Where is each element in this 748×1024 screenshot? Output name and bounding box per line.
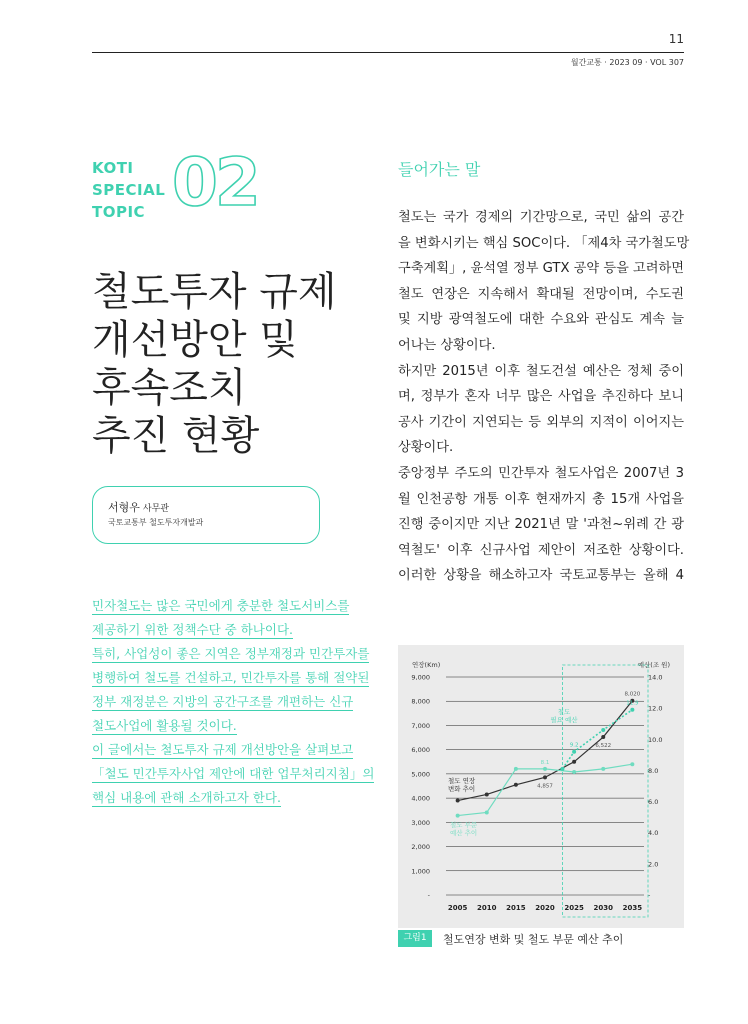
lead-line xyxy=(92,762,377,786)
y-left-tick-label: 7,000 xyxy=(411,721,430,730)
body-line: 철도 연장은 지속해서 확대될 전망이며, 수도권 xyxy=(398,286,684,302)
lead-line-text: 핵심 내용에 관해 소개하고자 한다. xyxy=(92,790,281,805)
lead-line xyxy=(92,594,377,618)
data-label: 6,522 xyxy=(595,743,612,750)
lead-line-text: 정부 재정분은 지방의 공간구조를 개편하는 신규 xyxy=(92,694,354,709)
lead-line xyxy=(92,714,377,738)
article-title xyxy=(92,268,392,460)
body-line: 어나는 상황이다. xyxy=(398,337,496,353)
y-left-axis-label: 연장(Km) xyxy=(412,661,441,669)
data-point xyxy=(543,767,547,771)
author-role: 사무관 xyxy=(142,504,169,514)
data-point xyxy=(543,775,547,779)
data-point xyxy=(572,770,576,774)
body-line: 월 인천공항 개통 이후 현재까지 총 15개 사업을 xyxy=(398,491,684,507)
y-right-tick-label: - xyxy=(648,891,651,900)
y-right-tick-label: 6.0 xyxy=(648,798,659,807)
lead-paragraph xyxy=(92,594,377,810)
body-line: 며, 정부가 혼자 너무 많은 사업을 추진하다 보니 xyxy=(398,389,684,405)
data-point xyxy=(485,792,489,796)
lead-line-text: 민자철도는 많은 국민에게 충분한 철도서비스를 xyxy=(92,598,350,613)
x-tick-label: 2020 xyxy=(535,904,555,912)
header-rule xyxy=(92,52,684,53)
x-tick-label: 2005 xyxy=(447,904,468,912)
lead-line xyxy=(92,618,377,642)
title-line: 철도투자 규제 xyxy=(92,269,337,315)
author-department: 국토교통부 철도투자개발과 xyxy=(108,518,204,527)
y-right-tick-label: 8.0 xyxy=(648,766,659,775)
data-label: 11.9 xyxy=(626,700,639,707)
section-label-line: TOPIC xyxy=(92,203,146,221)
body-line: 역철도' 이후 신규사업 제안이 저조한 상황이다. xyxy=(398,542,684,558)
data-label: 4,857 xyxy=(537,783,553,790)
body-line: 상황이다. xyxy=(398,440,454,456)
title-line: 추진 현황 xyxy=(92,413,260,459)
data-point xyxy=(572,760,576,764)
section-label xyxy=(92,157,165,223)
series-name: 철도 연장 xyxy=(448,777,476,785)
lead-line-text: 이 글에서는 철도투자 규제 개선방안을 살펴보고 xyxy=(92,742,354,757)
section-label-line: SPECIAL xyxy=(92,181,166,199)
lead-line xyxy=(92,666,377,690)
data-point xyxy=(601,735,605,739)
y-left-tick-label: 1,000 xyxy=(411,867,430,876)
series-name: 변화 추이 xyxy=(448,785,476,793)
body-line: 하지만 2015년 이후 철도건설 예산은 정체 중이 xyxy=(398,363,684,379)
data-point xyxy=(456,799,460,803)
x-tick-label: 2025 xyxy=(564,904,584,912)
figure-chart xyxy=(398,645,684,928)
x-tick-label: 2010 xyxy=(477,904,497,912)
figure-caption: 철도연장 변화 및 철도 부문 예산 추이 xyxy=(443,933,624,946)
x-tick-label: 2015 xyxy=(506,904,526,912)
series-name: 필요 예산 xyxy=(550,716,578,724)
y-left-tick-label: 8,000 xyxy=(411,697,430,706)
data-point xyxy=(601,728,605,732)
body-line: 이러한 상황을 해소하고자 국토교통부는 올해 4 xyxy=(398,568,684,584)
body-line: 구축계획」, 윤석열 정부 GTX 공약 등을 고려하면 xyxy=(398,261,684,277)
series-name: 철도 xyxy=(557,708,571,716)
journal-info: 월간교통 · 2023 09 · VOL 307 xyxy=(570,58,684,67)
data-point xyxy=(560,767,564,771)
series-name: 예산 추이 xyxy=(450,829,478,837)
data-point xyxy=(630,762,634,766)
section-heading: 들어가는 말 xyxy=(398,160,481,179)
y-left-tick-label: 5,000 xyxy=(411,770,430,779)
y-left-tick-label: 9,000 xyxy=(411,673,430,682)
author xyxy=(108,499,169,515)
data-point xyxy=(572,750,576,754)
y-left-tick-label: 4,000 xyxy=(411,794,430,803)
data-label: 8,020 xyxy=(624,691,641,698)
author-box xyxy=(92,486,320,544)
body-line: 및 지방 광역철도에 대한 수요와 관심도 계속 늘 xyxy=(398,312,684,328)
data-label: 9.2 xyxy=(569,742,579,749)
x-tick-label: 2035 xyxy=(622,904,643,912)
title-line: 개선방안 및 xyxy=(92,317,298,363)
y-left-tick-label: 2,000 xyxy=(411,843,430,852)
lead-line-text: 특히, 사업성이 좋은 지역은 정부재정과 민간투자를 xyxy=(92,646,370,661)
y-right-tick-label: 12.0 xyxy=(648,704,663,713)
figure-label: 그림1 xyxy=(398,930,432,947)
data-point xyxy=(630,708,634,712)
y-right-tick-label: 2.0 xyxy=(648,860,659,869)
section-number: 02 xyxy=(172,144,258,221)
body-line: 공사 기간이 지연되는 등 외부의 지적이 이어지는 xyxy=(398,414,684,430)
data-point xyxy=(514,767,518,771)
y-left-tick-label: 6,000 xyxy=(411,746,430,755)
y-right-axis-label: 예산(조 원) xyxy=(637,661,670,669)
y-right-tick-label: 4.0 xyxy=(648,829,659,838)
lead-line-text: 병행하여 철도를 건설하고, 민간투자를 통해 절약된 xyxy=(92,670,370,685)
chart-svg xyxy=(398,645,684,928)
lead-line-text: 「철도 민간투자사업 제안에 대한 업무처리지침」의 xyxy=(92,766,375,781)
body-line: 철도는 국가 경제의 기간망으로, 국민 삶의 공간 xyxy=(398,210,684,225)
x-tick-label: 2030 xyxy=(593,904,613,912)
data-point xyxy=(601,767,605,771)
body-text xyxy=(398,205,690,589)
lead-line xyxy=(92,642,377,666)
lead-line-text: 철도사업에 활용될 것이다. xyxy=(92,718,237,733)
series-name: 철도 부문 xyxy=(450,821,478,829)
data-point xyxy=(485,810,489,814)
body-line: 진행 중이지만 지난 2021년 말 '과천~위례 간 광 xyxy=(398,517,684,533)
lead-line xyxy=(92,690,377,714)
body-line: 을 변화시키는 핵심 SOC이다. 「제4차 국가철도망 xyxy=(398,235,690,251)
data-point xyxy=(456,814,460,818)
lead-line xyxy=(92,738,377,762)
data-point xyxy=(514,783,518,787)
lead-line-text: 제공하기 위한 정책수단 중 하나이다. xyxy=(92,622,293,637)
y-right-tick-label: 10.0 xyxy=(648,735,663,744)
title-line: 후속조치 xyxy=(92,365,247,411)
section-label-line: KOTI xyxy=(92,159,134,177)
y-left-tick-label: - xyxy=(427,891,430,900)
data-label: 8.1 xyxy=(540,759,550,766)
lead-line xyxy=(92,786,377,810)
y-right-tick-label: 14.0 xyxy=(648,673,663,682)
page-number: 11 xyxy=(668,32,684,46)
series-line xyxy=(458,764,633,815)
y-left-tick-label: 3,000 xyxy=(411,818,430,827)
body-line: 중앙정부 주도의 민간투자 철도사업은 2007년 3 xyxy=(398,465,684,481)
author-name: 서형우 xyxy=(108,501,140,514)
